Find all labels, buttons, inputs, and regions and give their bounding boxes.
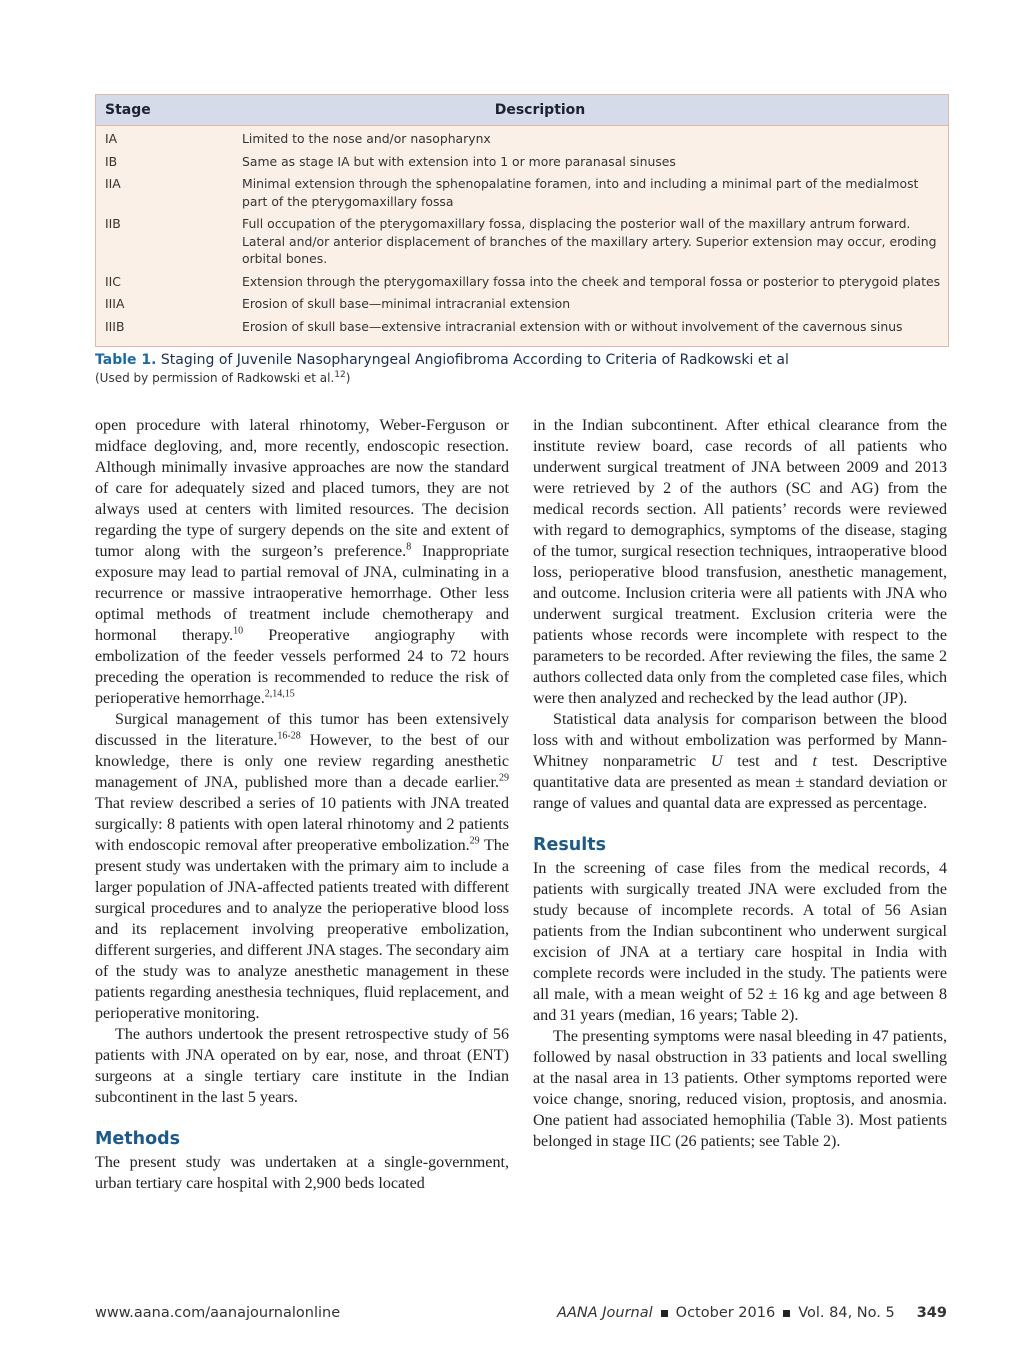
results-heading: Results (533, 835, 606, 855)
paragraph: The presenting symptoms were nasal bleeding in 47 patients, followed by nasal obstruction in 33 patients and local swelling at the nasal area in 13 patients. Other symptoms reported were voice change, snoring, reduced vision, proptosis, and anosmia. One patient had associated hemophilia (Table 3). Most patients belonged in stage IIC (26 patients; see Table 2). (533, 1028, 947, 1150)
table-row (96, 153, 948, 171)
left-column (95, 415, 509, 1194)
page-footer (95, 1305, 947, 1325)
header-stage: Stage (105, 102, 151, 118)
table-row (96, 273, 948, 291)
paragraph: The present study was undertaken at a single-government, urban tertiary care hospital with 2,900 beds located (95, 1154, 509, 1192)
methods-heading: Methods (95, 1129, 181, 1149)
table-row (96, 295, 948, 313)
volume-info: Vol. 84, No. 5 (798, 1305, 895, 1321)
row-stage: IIA (105, 176, 121, 191)
row-description: Extension through the pterygomaxillary fossa into the cheek and temporal fossa or posterior to pterygoid plates (242, 273, 941, 289)
table-caption (95, 352, 955, 385)
paragraph: In the screening of case files from the medical records, 4 patients with surgically treated JNA were excluded from the study because of incomplete records. A total of 56 Asian patients from the Indian subcontinent who underwent surgical excision of JNA at a tertiary care hospital in India with complete records were included in the study. The patients were all male, with a mean weight of 52 ± 16 kg and age between 8 and 31 years (median, 16 years; Table 2). (533, 860, 947, 1024)
paragraph: in the Indian subcontinent. After ethical clearance from the institute review board, case records of all patients who underwent surgical treatment of JNA between 2009 and 2013 were retrieved by 2 of the authors (SC and AG) from the medical records section. All patients’ records were reviewed with regard to demographics, symptoms of the disease, staging of the tumor, surgical resection techniques, intraoperative blood loss, perioperative blood transfusion, anesthetic management, and outcome. Inclusion criteria were all patients with JNA who underwent surgical treatment. Exclusion criteria were the patients whose records were incomplete with respect to the parameters to be recorded. After reviewing the files, the same 2 authors collected data only from the completed case files, which were then analyzed and rechecked by the lead author (JP). (533, 417, 947, 707)
row-description: Minimal extension through the sphenopalatine foramen, into and including a minimal part of the medialmost part of the pterygomaxillary fossa (242, 176, 919, 209)
paragraph: The authors undertook the present retrospective study of 56 patients with JNA operated on by ear, nose, and throat (ENT) surgeons at a single tertiary care institute in the Indian subcontinent in the last 5 years. (95, 1026, 509, 1106)
row-description: Erosion of skull base—extensive intracranial extension with or without involvement of the cavernous sinus (242, 318, 903, 334)
citation-ref: 12 (334, 370, 346, 380)
square-bullet-icon (783, 1310, 790, 1317)
citation-ref: 8 (406, 541, 412, 553)
citation-ref: 2,14,15 (264, 688, 295, 700)
citation-ref: 10 (233, 625, 244, 637)
journal-info (557, 1305, 947, 1321)
row-stage: IIIB (105, 318, 125, 334)
row-description: Same as stage IA but with extension into 1 or more paranasal sinuses (242, 153, 676, 169)
paragraph: Surgical management of this tumor has been extensively discussed in the literature.$^{16-28}$ However, to the best of our knowledge, there is only one review regarding anesthetic management of JNA, published more than a decade earlier.$^{29}$ That review described a series of 10 patients with JNA treated surgically: 8 patients with open lateral rhinotomy and 2 patients with endoscopic removal after preoperative embolization.$^{29}$ The present study was undertaken with the primary aim to include a larger population of JNA-affected patients treated with different surgical procedures and to analyze the perioperative blood loss and its replacement involving preoperative embolization, different surgeries, and different JNA stages. The secondary aim of the study was to analyze anesthetic management in these patients regarding anesthesia techniques, fluid replacement, and perioperative monitoring. (95, 711, 509, 1022)
row-stage: IB (105, 153, 118, 169)
row-stage: IIIA (105, 296, 125, 311)
paragraph: open procedure with lateral rhinotomy, Weber-Ferguson or midface degloving, and, more recently, endoscopic resection. Although minimally invasive approaches are now the standard of care for adequately sized and placed tumors, they are not always used at centers with limited resources. The decision regarding the type of surgery depends on the site and extent of tumor along with the surgeon’s preference.$^8$ Inappropriate exposure may lead to partial removal of JNA, culminating in a recurrence or massive intraoperative hemorrhage. Other less optimal methods of treatment include chemotherapy and hormonal therapy.$^{10}$ Preoperative angiography with embolization of the feeder vessels performed 24 to 72 hours preceding the operation is recommended to reduce the risk of perioperative hemorrhage.$^{2,14,15}$ (95, 417, 509, 707)
caption-title: Staging of Juvenile Nasopharyngeal Angiofibroma According to Criteria of Radkowski et al (160, 352, 789, 368)
row-stage: IIC (105, 273, 121, 289)
staging-table (95, 94, 949, 347)
header-description: Description (494, 102, 586, 118)
square-bullet-icon (661, 1310, 668, 1317)
page-number: 349 (916, 1305, 947, 1321)
caption-note: (Used by permission of Radkowski et al.$^{12}$) (95, 370, 351, 385)
table-header (96, 95, 948, 126)
caption-label: Table 1. (95, 352, 157, 368)
row-description: Erosion of skull base—minimal intracranial extension (242, 296, 571, 311)
issue-date: October 2016 (675, 1305, 776, 1321)
table-row (96, 175, 948, 210)
table-body (96, 126, 948, 346)
citation-ref: 29 (469, 835, 480, 847)
row-description: Full occupation of the pterygomaxillary fossa, displacing the posterior wall of the maxillary antrum forward. Lateral and/or anterior displacement of branches of the maxillary artery. Superior extension may occur, eroding orbital bones. (242, 216, 937, 266)
right-column (533, 415, 947, 1152)
row-stage: IIB (105, 216, 121, 231)
table-row (96, 318, 948, 336)
table-row (96, 130, 948, 148)
journal-url[interactable]: www.aana.com/aanajournalonline (95, 1305, 341, 1321)
citation-ref: 29 (499, 772, 509, 784)
table-row (96, 215, 948, 268)
row-stage: IA (105, 131, 118, 146)
citation-ref: 16-28 (277, 730, 301, 742)
paragraph: Statistical data analysis for comparison between the blood loss with and without embolization was performed by Mann-Whitney nonparametric U test and t test. Descriptive quantitative data are presented as mean ± standard deviation or range of values and quantal data are expressed as percentage. (533, 711, 948, 812)
row-description: Limited to the nose and/or nasopharynx (242, 131, 491, 146)
journal-name: AANA Journal (557, 1305, 653, 1321)
